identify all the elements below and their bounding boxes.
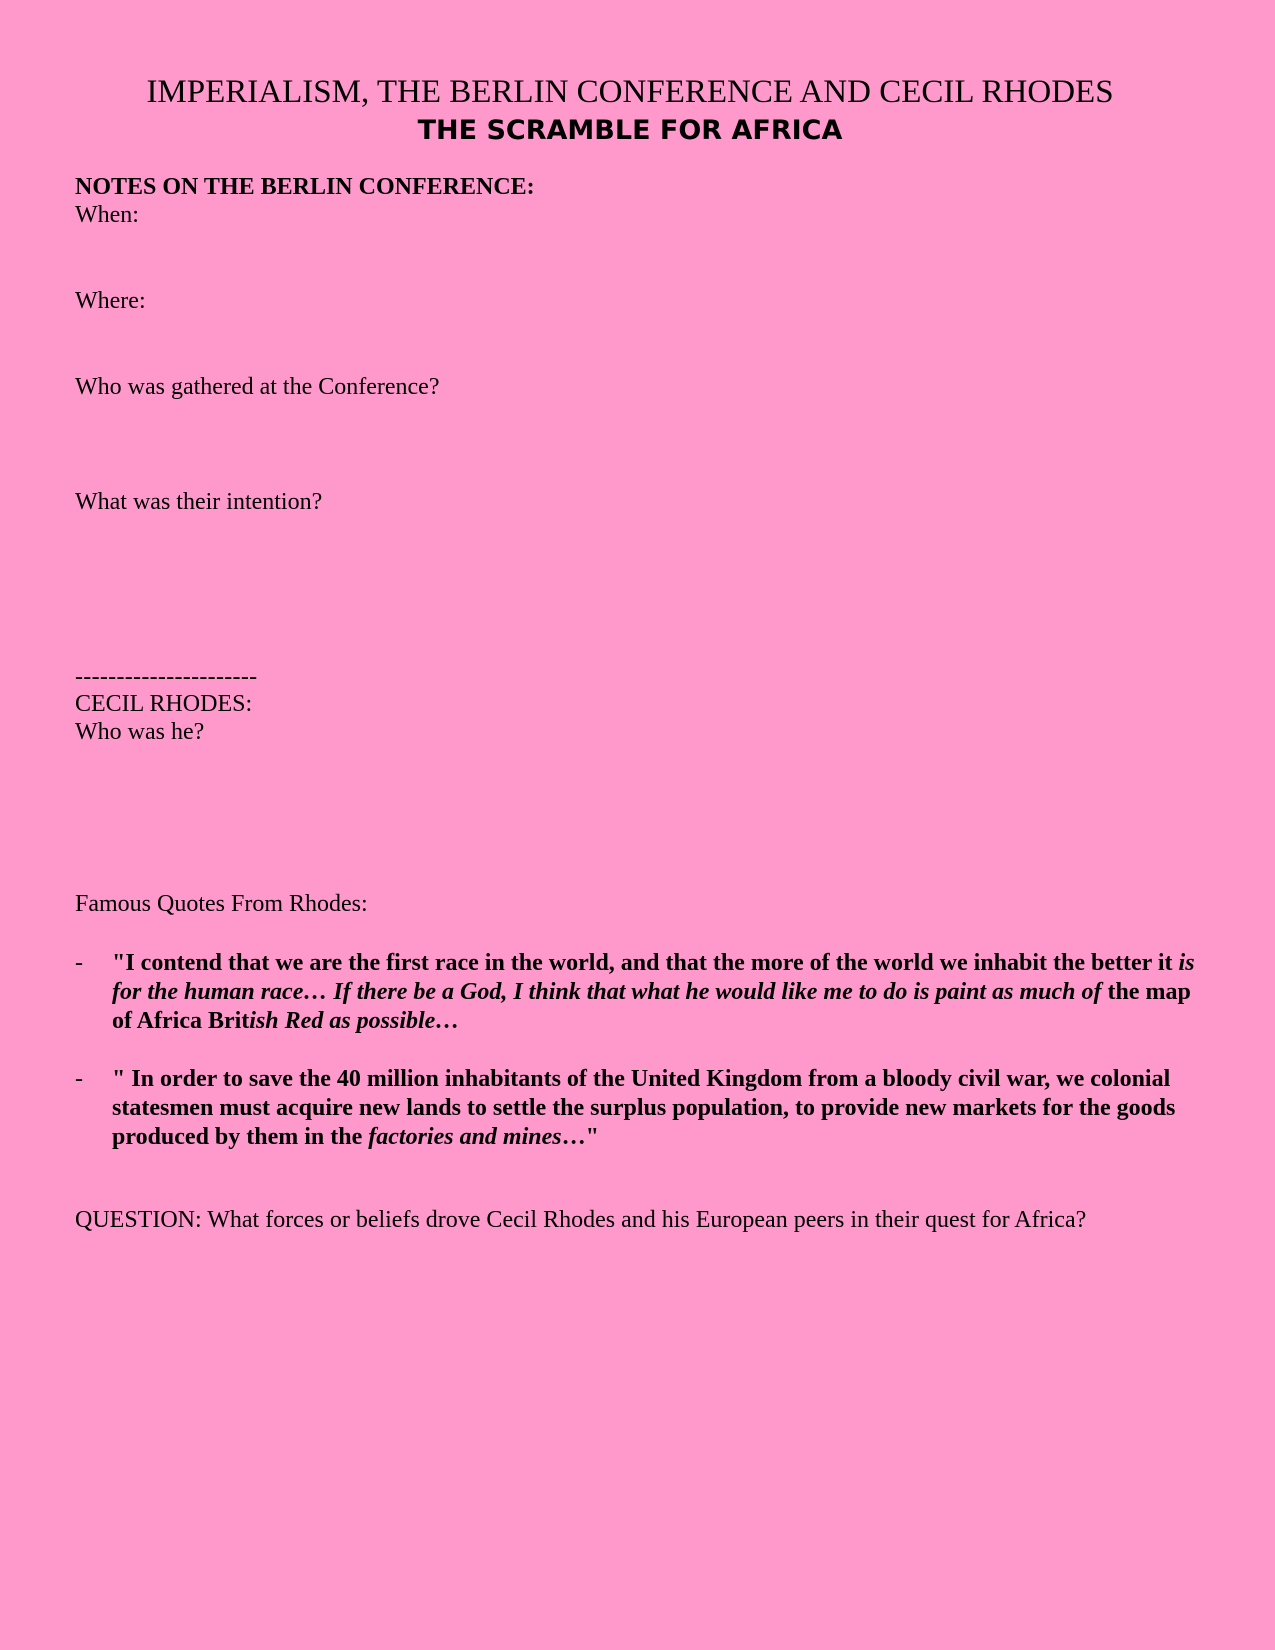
worksheet-page (75, 0, 1200, 1650)
quote-text-part: "I contend that we are the first race in the world, and that the more of the world we inhabit the better it (112, 950, 1179, 976)
where-prompt: Where: (75, 288, 146, 314)
quote-text-part: …" (561, 1124, 599, 1150)
who-gathered-prompt: Who was gathered at the Conference? (75, 374, 440, 400)
closing-question: QUESTION: What forces or beliefs drove Cecil Rhodes and his European peers in their quest for Africa? (75, 1207, 1087, 1233)
who-was-he-prompt: Who was he? (75, 719, 205, 745)
list-dash: - (75, 950, 83, 976)
quote-text-part: " In order to save the 40 million inhabitants of the United Kingdom from a bloody civil war, we colonial statesmen must acquire new lands to settle the surplus population, to provide new markets for the goods produced by them in the (112, 1066, 1176, 1150)
famous-quotes-heading: Famous Quotes From Rhodes: (75, 891, 368, 917)
when-prompt: When: (75, 202, 139, 228)
page-subtitle: THE SCRAMBLE FOR AFRICA (417, 115, 843, 146)
intention-prompt: What was their intention? (75, 489, 323, 515)
quote-italic-part: is for the human race… If there be a God, I think that what he would like me to do is paint as much of (112, 950, 1195, 1005)
quote-italic-part: factories and mines (368, 1124, 562, 1150)
page-title: IMPERIALISM, THE BERLIN CONFERENCE AND CECIL RHODES (146, 74, 1114, 110)
quote-text-part: the map of Africa Brit (112, 979, 1191, 1034)
quote-italic-part: ish Red as possible… (249, 1008, 460, 1034)
list-dash: - (75, 1066, 83, 1092)
quote-item (75, 1065, 1200, 1152)
quote-item (75, 949, 1200, 1036)
berlin-notes-heading: NOTES ON THE BERLIN CONFERENCE: (75, 174, 535, 200)
quote-text (112, 949, 1200, 1036)
section-divider: ---------------------- (75, 664, 258, 690)
quote-text (112, 1065, 1200, 1152)
cecil-rhodes-heading: CECIL RHODES: (75, 691, 253, 717)
